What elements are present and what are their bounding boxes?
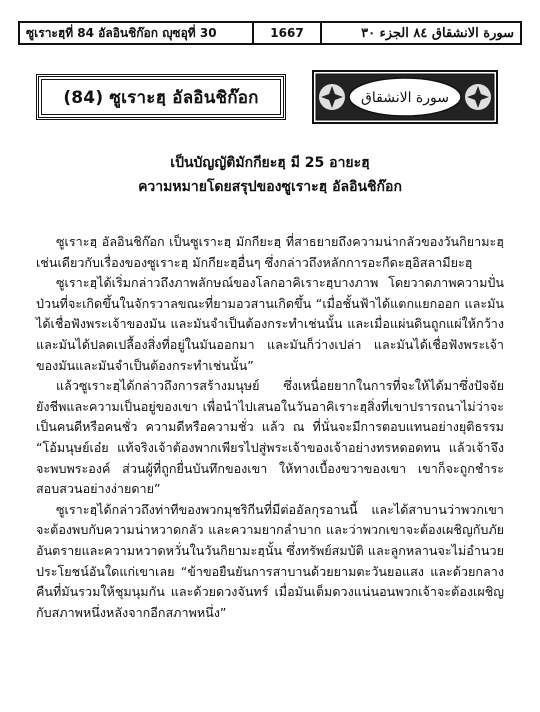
summary-heading: ความหมายโดยสรุปของซูเราะฮฺ อัลอินชิก๊อก xyxy=(138,179,402,195)
ornament-calligraphy-text: سورة الانشقاق xyxy=(361,90,449,106)
chapter-title: (84) ซูเราะฮฺ อัลอินชิก๊อก xyxy=(63,87,259,108)
chapter-title-box xyxy=(36,74,286,120)
paragraph: แล้วซูเราะฮฺได้กล่าวถึงการสร้างมนุษย์ ซึ่งเหนื่อยยากในการที่จะให้ได้มาซึ่งปัจจัยยังชีพและความเป็นอยู่ของเขา เพื่อนำไปเสนอในวันอาคิเราะฮฺสิ่งที่เขาปรารถนาไม่ว่าจะเป็นคนดีหรือคนชั่ว ความดีหรือความชั่ว แล้ว ณ ที่นั่นจะมีการตอบแทนอย่างยุติธรรม “โอ้มนุษย์เอ๋ย แท้จริงเจ้าต้องพากเพียรไปสู่พระเจ้าของเจ้าอย่างทรหดอดทน แล้วเจ้าจึงจะพบพระองค์ ส่วนผู้ที่ถูกยื่นบันทึกของเขา ให้ทางเบื้องขวาของเขา เขาก็จะถูกชำระสอบสวนอย่างง่ายดาย” xyxy=(36,378,504,497)
revelation-info: เป็นบัญญัติมักกียะฮฺ มี 25 อายะฮฺ xyxy=(170,155,370,171)
header-arabic-chapter-info: سورة الانشقاق ٨٤ الجزء ٣٠ xyxy=(361,25,514,41)
header-thai-chapter-info: ซูเราะฮฺที่ 84 อัลอินชิก๊อก ญุซอุที่ 30 xyxy=(26,25,217,40)
paragraph: ซูเราะฮฺได้เริ่มกล่าวถึงภาพลักษณ์ของโลกอาคิเราะฮฺบางภาพ โดยวาดภาพความปั่นป่วนที่จะเกิดขึ้นในจักรวาลขณะที่ยามอวสานเกิดขึ้น “เมื่อชั้นฟ้าได้แตกแยกออก และมันได้เชื่อฟังพระเจ้าของมัน และมันจำเป็นต้องกระทำเช่นนั้น และเมื่อแผ่นดินถูกแผ่ให้กว้าง และมันได้ปลดเปลื้องสิ่งที่อยู่ในมันออกมา และมันก็ว่างเปล่า และมันได้เชื่อฟังพระเจ้าของมันและมันจำเป็นต้องกระทำเช่นนั้น” xyxy=(36,275,504,373)
running-header xyxy=(18,21,522,45)
page-number: 1667 xyxy=(252,23,322,43)
summary-body xyxy=(36,232,504,623)
paragraph: ซูเราะฮฺ อัลอินชิก๊อก เป็นซูเราะฮฺ มักกียะฮฺ ที่สาธยายถึงความน่ากลัวของวันกิยามะฮฺเช่นเดียวกับเรื่องของซูเราะฮฺ มักกียะฮฺอื่นๆ ซึ่งกล่าวถึงหลักการอะกีดะฮฺอิสลามียะฮฺ xyxy=(36,234,504,270)
arabic-calligraphy-ornament xyxy=(312,70,498,124)
paragraph: ซูเราะฮฺได้กล่าวถึงท่าทีของพวกมุชริกีนที่มีต่ออัลกุรอานนี้ และได้สาบานว่าพวกเขาจะต้องพบกับความน่าหวาดกลัว และความยากลำบาก และว่าพวกเขาจะต้องเผชิญกับภัยอันตรายและความหวาดหวั่นในวันกิยามะฮฺนั้น ซึ่งทรัพย์สมบัติ และลูกหลานจะไม่อำนวยประโยชน์อันใดแก่เขาเลย “ข้าขอยืนยันการสาบานด้วยยามตะวันยอแสง และด้วยกลางคืนที่มันรวมให้ชุมนุมกัน และด้วยดวงจันทร์ เมื่อมันเต็มดวงแน่นอนพวกเจ้าจะต้องเผชิญกับสภาพหนึ่งหลังจากอีกสภาพหนึ่ง” xyxy=(36,501,504,620)
